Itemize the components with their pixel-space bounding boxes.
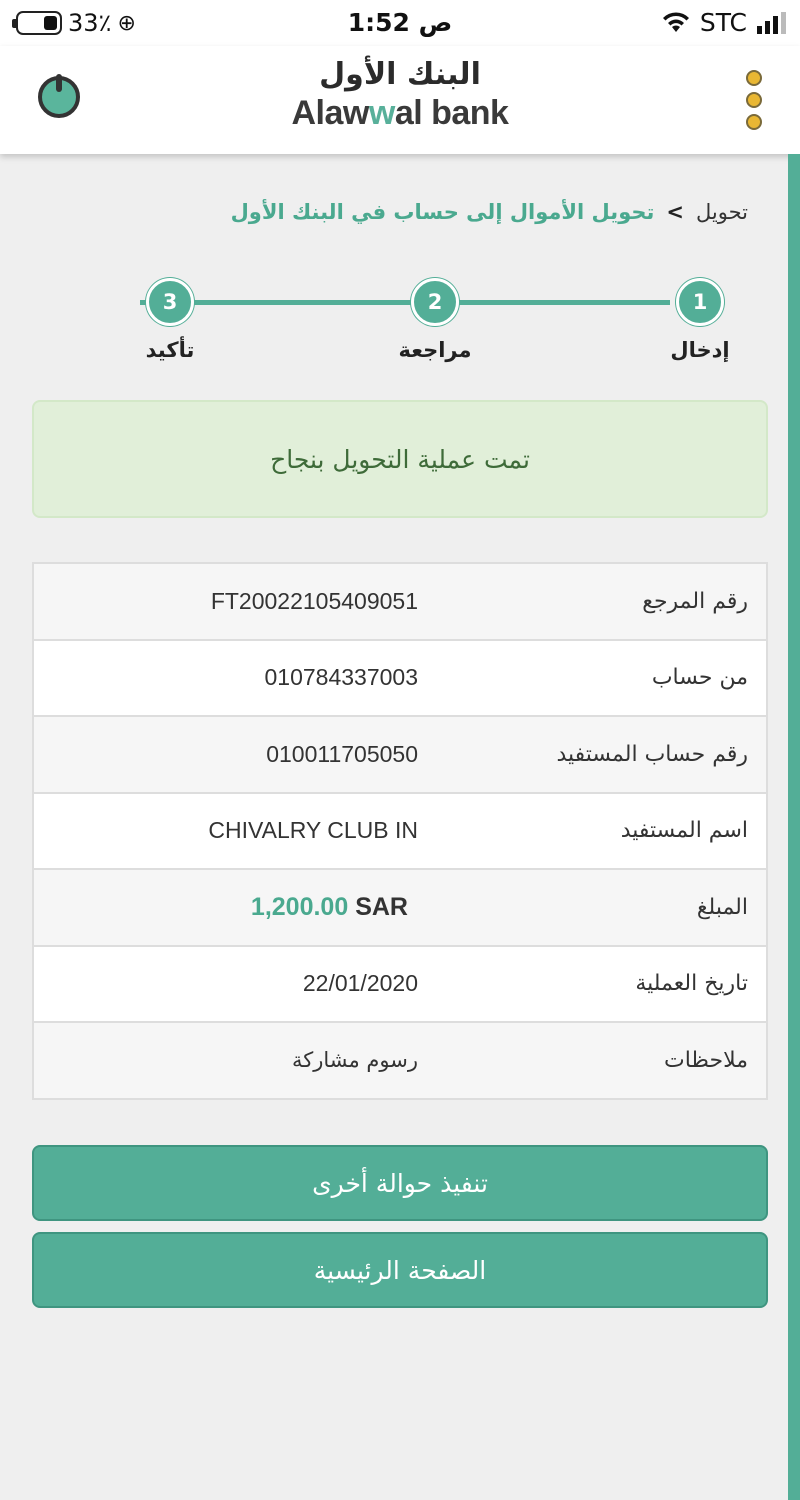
menu-dot [746, 70, 762, 86]
detail-value: 010011705050 [266, 740, 418, 767]
app-header [0, 46, 800, 154]
step-review [375, 278, 495, 362]
progress-stepper [110, 278, 730, 378]
detail-value: رسوم مشاركة [291, 1048, 418, 1073]
step-label: مراجعة [398, 338, 472, 362]
detail-value: 010784337003 [264, 664, 418, 691]
detail-row-from-account [32, 641, 768, 718]
breadcrumb [231, 200, 748, 224]
another-transfer-button[interactable]: تنفيذ حوالة أخرى [32, 1145, 768, 1221]
menu-dot [746, 92, 762, 108]
logo-english [290, 94, 510, 132]
detail-label: من حساب [651, 665, 748, 691]
detail-value: 22/01/2020 [302, 970, 418, 997]
battery-percent: 33٪ [68, 9, 112, 37]
home-page-button[interactable]: الصفحة الرئيسية [32, 1232, 768, 1308]
menu-dot [746, 114, 762, 130]
step-number: 2 [411, 278, 459, 326]
side-accent-stripe [788, 154, 800, 1500]
rotation-lock-icon: ⊕ [117, 10, 136, 36]
detail-label: رقم حساب المستفيد [556, 741, 748, 767]
step-number: 3 [146, 278, 194, 326]
power-icon[interactable] [38, 76, 80, 118]
bank-logo [290, 56, 510, 132]
transaction-details [32, 562, 768, 1100]
step-input [640, 278, 760, 362]
detail-value: CHIVALRY CLUB IN [208, 817, 418, 844]
detail-value: FT20022105409051 [210, 587, 418, 614]
wifi-icon [662, 12, 690, 34]
amount-currency: SAR [355, 892, 408, 921]
logo-en-prefix: Alaw [291, 94, 369, 132]
detail-label: رقم المرجع [642, 588, 748, 614]
breadcrumb-separator: > [666, 200, 684, 224]
more-vertical-icon[interactable] [746, 70, 768, 136]
step-label: تأكيد [145, 338, 195, 362]
detail-row-beneficiary-account [32, 717, 768, 794]
amount-number: 1,200.00 [250, 892, 349, 921]
logo-en-accent: w [368, 94, 395, 132]
status-time: 1:52 ص [347, 8, 453, 37]
step-confirm [110, 278, 230, 362]
detail-row-amount [32, 870, 768, 947]
detail-label: ملاحظات [664, 1047, 748, 1073]
signal-icon [757, 12, 786, 34]
battery-fill [44, 16, 57, 30]
detail-label: تاريخ العملية [635, 971, 748, 997]
status-left [16, 9, 136, 37]
detail-row-notes [32, 1023, 768, 1100]
breadcrumb-home[interactable]: تحويل [696, 200, 748, 224]
status-right [662, 8, 786, 37]
status-bar [0, 0, 800, 46]
logo-en-suffix: al bank [394, 94, 509, 132]
step-number: 1 [676, 278, 724, 326]
detail-label: المبلغ [696, 894, 748, 920]
step-label: إدخال [670, 338, 730, 362]
detail-row-reference [32, 564, 768, 641]
success-alert: تمت عملية التحويل بنجاح [32, 400, 768, 518]
logo-arabic: البنك الأول [319, 57, 481, 92]
carrier-name: STC [699, 8, 747, 37]
battery-icon [16, 11, 62, 35]
detail-row-date [32, 947, 768, 1024]
detail-label: اسم المستفيد [620, 818, 748, 844]
breadcrumb-current: تحويل الأموال إلى حساب في البنك الأول [230, 200, 655, 224]
detail-row-beneficiary-name [32, 794, 768, 871]
amount-value [251, 893, 408, 922]
